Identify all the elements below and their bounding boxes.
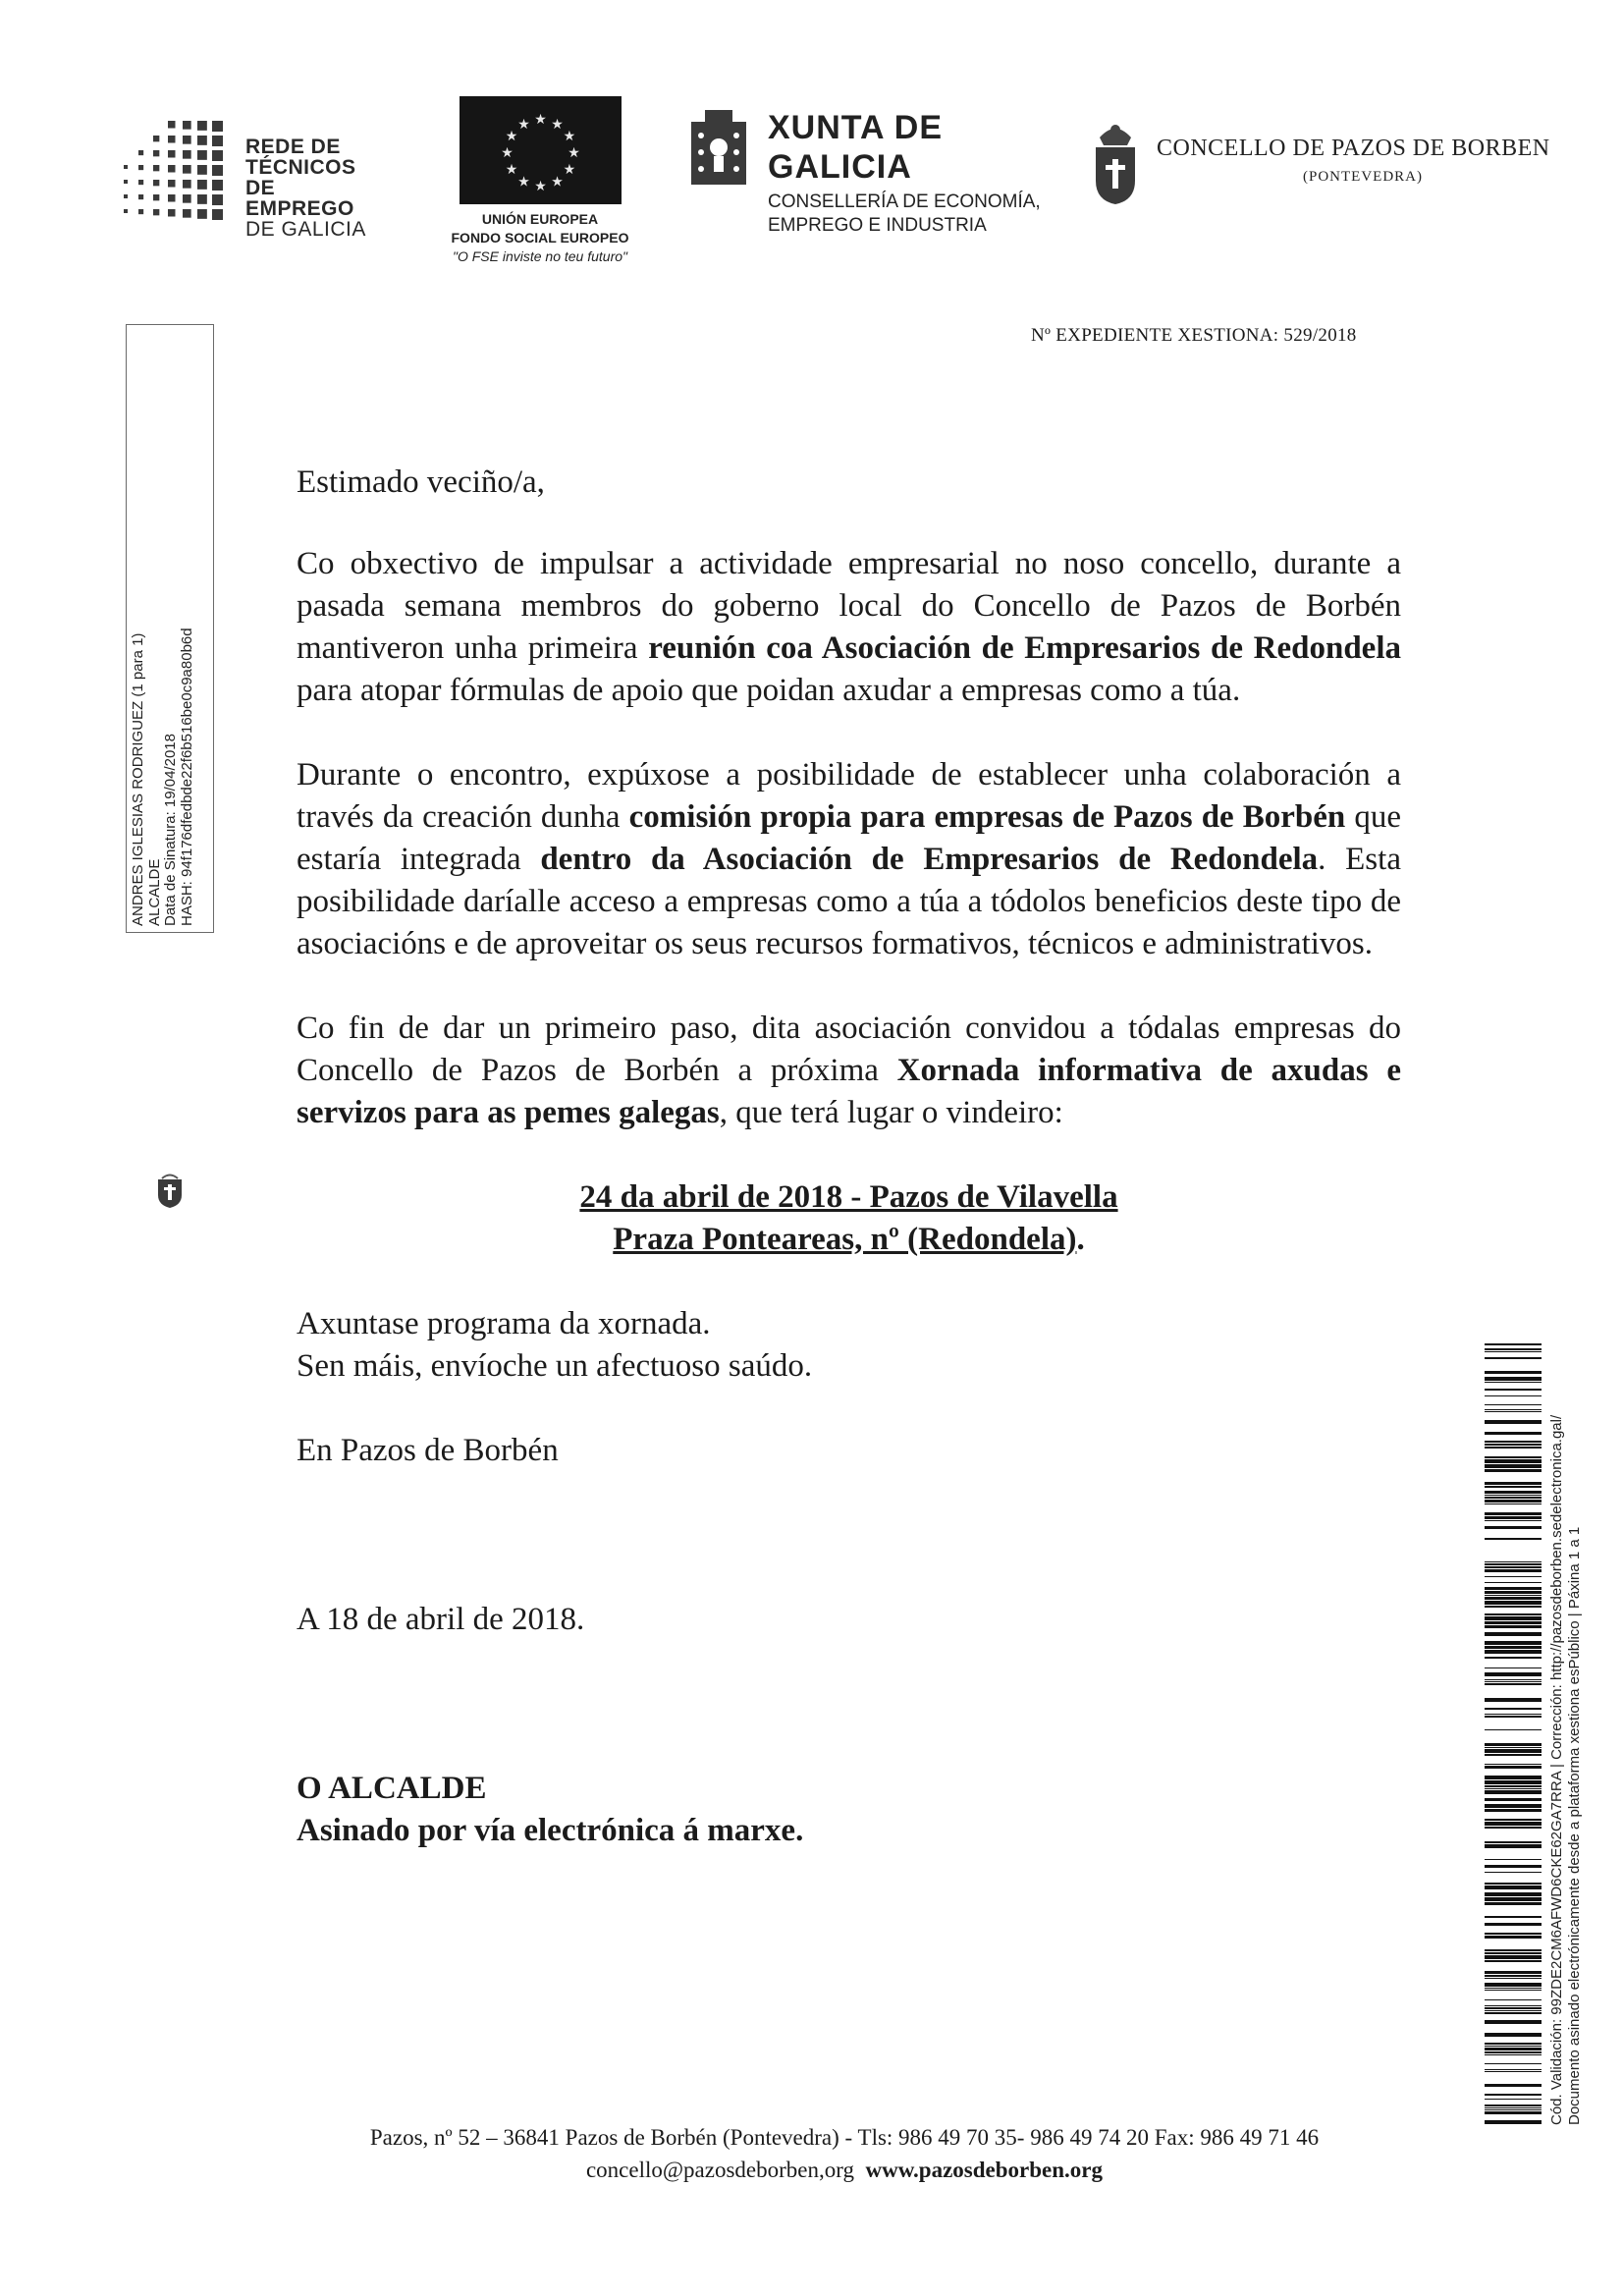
signed-note: Asinado por vía electrónica á marxe. [297,1813,804,1848]
validation-code [1548,1339,1607,2125]
event-address: Praza Ponteareas, nº (Redondela) [613,1222,1077,1257]
galicia-shield-icon [687,108,750,198]
greeting: Estimado veciño/a, [297,465,545,500]
concello-pazos-borben-logo [1090,120,1581,213]
paragraph-invitation: Co fin de dar un primeiro paso, dita asociación convidou a tódalas empresas do Concello de Pazos de Borbén a próxima Xornada informativa de axudas e servizos para as pemes galegas, que terá lugar o vindeiro: [297,1011,1401,1130]
validation-line-1: Cód. Validación: 99ZDE2CM6AFWD6CKE62GA7RRA | Corrección: http://pazosdeborben.sedelectronica.gal/ [1548,1414,1565,2125]
event-date-place: 24 da abril de 2018 - Pazos de Vilavella [579,1179,1118,1215]
eu-flag-icon [460,96,622,204]
svg-text:★: ★ [567,146,580,162]
letter-body [297,462,1401,1852]
svg-text:★: ★ [563,163,575,179]
place: En Pazos de Borbén [297,1433,559,1468]
event-details: 24 da abril de 2018 - Pazos de Vilavella Praza Ponteareas, nº (Redondela). [297,1176,1401,1261]
conselleria-line: CONSELLERÍA DE ECONOMÍA, [768,191,1041,212]
svg-text:★: ★ [505,163,517,179]
svg-text:★: ★ [563,130,575,145]
concello-seal-icon [154,1172,186,1209]
letter-date: A 18 de abril de 2018. [297,1602,585,1637]
concello-name: CONCELLO DE PAZOS DE BORBEN [1157,136,1550,161]
rede-line: DE GALICIA [245,218,366,241]
svg-text:★: ★ [505,130,517,145]
rede-line: REDE DE [245,136,341,158]
barcode [1485,1343,1542,2124]
rede-line: DE EMPREGO [245,177,354,220]
union-europea-logo [422,96,658,283]
ue-caption-2: FONDO SOCIAL EUROPEO [451,230,629,246]
paragraph-commission: Durante o encontro, expúxose a posibilidade de establecer unha colaboración a través da creación dunha comisión propia para empresas de Pazos de Borbén que estaría integrada dentro da Asociación de Empresarios de Redondela. Esta posibilidade daríalle acceso a empresas como a túa a tódolos beneficios deste tipo de asociacións e de aproveitar os seus recursos formativos, técnicos e administrativos. [297,757,1402,961]
footer [236,2121,1453,2186]
footer-address: Pazos, nº 52 – 36841 Pazos de Borbén (Pontevedra) - Tls: 986 49 70 35- 986 49 74 20 Fax: 986 49 71 46 [369,2125,1320,2150]
svg-text:★: ★ [550,175,564,191]
signature-stamp [126,324,214,933]
xunta-galicia-logo [687,108,1080,236]
ue-caption-1: UNIÓN EUROPEA [481,211,599,227]
farewell: Sen máis, envíoche un afectuoso saúdo. [297,1348,813,1384]
svg-text:★: ★ [516,117,530,133]
signer-role: ALCALDE [145,858,163,926]
signature-hash: HASH: 94f176dfedbde22f6b516be0c9a80b6d [178,628,195,926]
svg-text:★: ★ [533,180,547,195]
signature-date: Data de Sinatura: 19/04/2018 [162,734,179,926]
footer-email[interactable]: concello@pazosdeborben,org [585,2158,854,2182]
svg-text:★: ★ [500,146,514,162]
svg-text:★: ★ [516,175,530,191]
concello-coat-of-arms-icon [1090,120,1141,206]
expediente-number: Nº EXPEDIENTE XESTIONA: 529/2018 [1031,325,1357,346]
signer-title: O ALCALDE [297,1771,487,1806]
xunta-name: XUNTA DE GALICIA [768,109,943,186]
dot-grid-icon [118,113,231,231]
rede-line: TÉCNICOS [245,156,356,179]
letter-closing [297,1303,1401,1852]
paragraph-meeting: Co obxectivo de impulsar a actividade empresarial no noso concello, durante a pasada semana membros do goberno local do Concello de Pazos de Borbén mantiveron unha primeira reunión coa Asociación de Empresarios de Redondela para atopar fórmulas de apoio que poidan axudar a empresas como a túa. [297,546,1401,708]
attachment-note: Axuntase programa da xornada. [297,1306,711,1341]
svg-text:★: ★ [550,117,564,133]
ue-motto: "O FSE inviste no teu futuro" [452,248,628,264]
signer-name: ANDRES IGLESIAS RODRIGUEZ (1 para 1) [130,632,146,926]
conselleria-line: EMPREGO E INDUSTRIA [768,215,987,236]
rede-tecnicos-emprego-logo [118,103,383,241]
svg-text:★: ★ [533,113,547,129]
footer-website[interactable]: www.pazosdeborben.org [865,2158,1104,2182]
validation-line-2: Documento asinado electrónicamente desde a plataforma xestiona esPúblico | Páxina 1 a 1 [1566,1526,1583,2125]
concello-province: (PONTEVEDRA) [1303,169,1423,185]
